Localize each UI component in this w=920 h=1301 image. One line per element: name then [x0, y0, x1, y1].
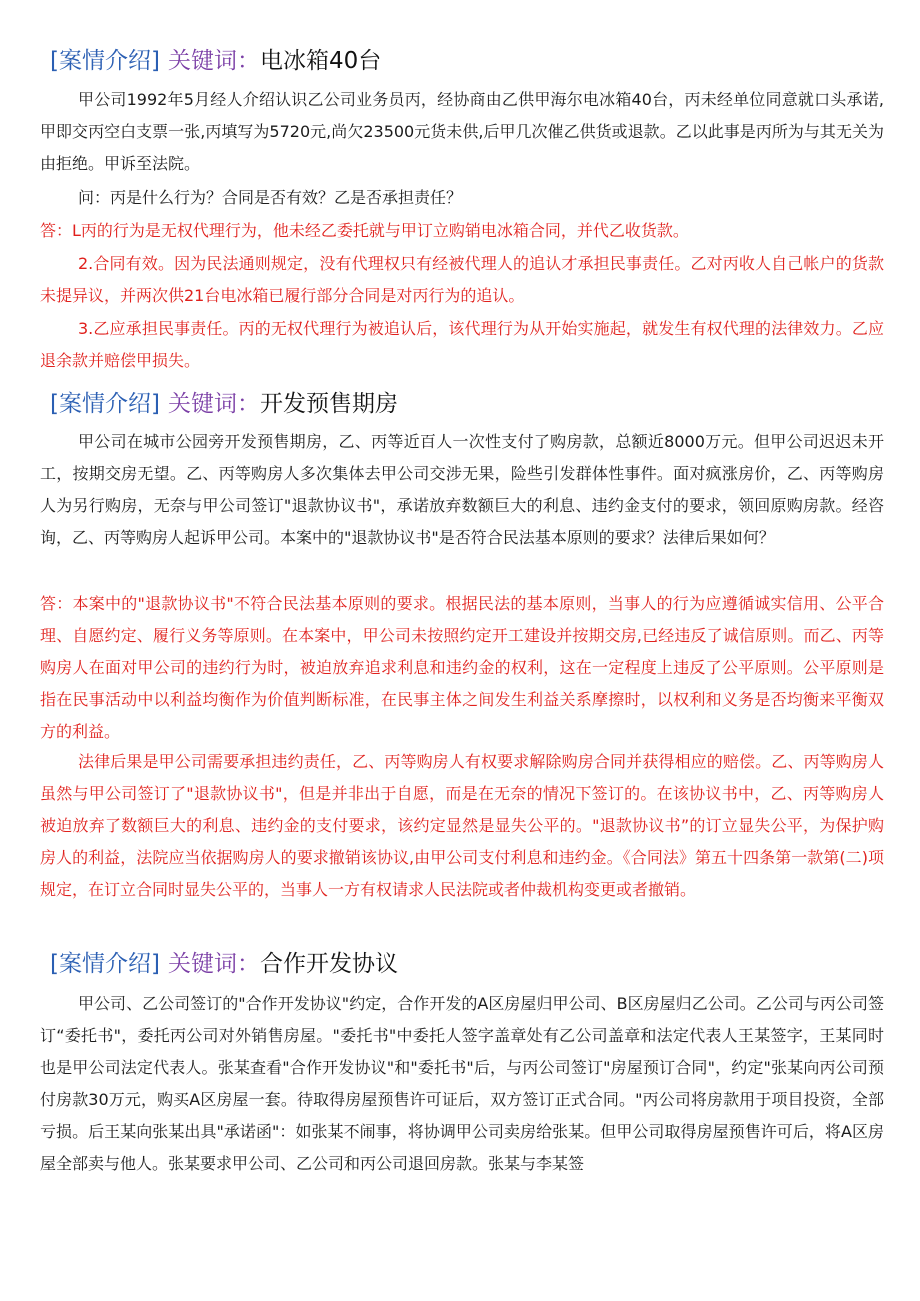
case-1-question: 问：丙是什么行为？合同是否有效？乙是否承担责任？ — [78, 188, 463, 207]
case-3-heading — [50, 946, 398, 982]
case-3-topic: 合作开发协议 — [259, 951, 398, 977]
case-2-keyword-label: 关键词： — [167, 391, 260, 417]
case-2-answer-2: 法律后果是甲公司需要承担违约责任，乙、丙等购房人有权要求解除购房合同并获得相应的赔偿。乙、丙等购房人虽然与甲公司签订了"退款协议书"，但是并非出于自愿，而是在无奈的情况下签订的。在该协议书中，乙、丙等购房人被迫放弃了数额巨大的利息、违约金的支付要求，该约定显然是显失公平的。"退款协议书”的订立显失公平，为保护购房人的利益，法院应当依据购房人的要求撤销该协议,由甲公司支付利息和违约金。《合同法》第五十四条第一款第(二)项规定，在订立合同时显失公平的，当事人一方有权请求人民法院或者仲裁机构变更或者撤销。 — [40, 752, 884, 899]
case-1-topic: 电冰箱40台 — [259, 48, 382, 74]
case-2-heading — [50, 386, 398, 422]
case-2-facts: 甲公司在城市公园旁开发预售期房，乙、丙等近百人一次性支付了购房款，总额近8000万元。但甲公司迟迟未开工，按期交房无望。乙、丙等购房人多次集体去甲公司交涉无果，险些引发群体性事件。面对疯涨房价，乙、丙等购房人为另行购房，无奈与甲公司签订"退款协议书"，承诺放弃数额巨大的利息、违约金支付的要求，领回原购房款。经咨询，乙、丙等购房人起诉甲公司。本案中的"退款协议书"是否符合民法基本原则的要求？法律后果如何？ — [40, 432, 884, 547]
case-2-topic: 开发预售期房 — [259, 391, 398, 417]
case-1-facts: 甲公司1992年5月经人介绍认识乙公司业务员丙，经协商由乙供甲海尔电冰箱40台，丙未经单位同意就口头承诺,甲即交丙空白支票一张,丙填写为5720元,尚欠23500元货未供,后甲几次催乙供货或退款。乙以此事是丙所为与其无关为由拒绝。甲诉至法院。 — [40, 90, 884, 173]
case-3-facts: 甲公司、乙公司签订的"合作开发协议"约定，合作开发的A区房屋归甲公司、B区房屋归乙公司。乙公司与丙公司签订“委托书"，委托丙公司对外销售房屋。"委托书"中委托人签字盖章处有乙公司盖章和法定代表人王某签字，王某同时也是甲公司法定代表人。张某查看"合作开发协议"和"委托书"后，与丙公司签订"房屋预订合同"，约定"张某向丙公司预付房款30万元，购买A区房屋一套。待取得房屋预售许可证后，双方签订正式合同。"丙公司将房款用于项目投资，全部亏损。后王某向张某出具"承诺函"：如张某不闹事，将协调甲公司卖房给张某。但甲公司取得房屋预售许可后，将A区房屋全部卖与他人。张某要求甲公司、乙公司和丙公司退回房款。张某与李某签 — [40, 994, 884, 1173]
case-3-bracket-label: [案情介绍] — [50, 951, 160, 977]
case-2-bracket-label: [案情介绍] — [50, 391, 160, 417]
case-1-heading — [50, 43, 381, 79]
case-1-keyword-label: 关键词： — [167, 48, 260, 74]
case-1-answer-3: 3.乙应承担民事责任。丙的无权代理行为被追认后，该代理行为从开始实施起，就发生有权代理的法律效力。乙应退余款并赔偿甲损失。 — [40, 319, 884, 370]
case-3-keyword-label: 关键词： — [167, 951, 260, 977]
case-2-answer-1: 答：本案中的"退款协议书"不符合民法基本原则的要求。根据民法的基本原则，当事人的行为应遵循诚实信用、公平合理、自愿约定、履行义务等原则。在本案中，甲公司未按照约定开工建设并按期交房,已经违反了诚信原则。而乙、丙等购房人在面对甲公司的违约行为时，被迫放弃追求利息和违约金的权利，这在一定程度上违反了公平原则。公平原则是指在民事活动中以利益均衡作为价值判断标准，在民事主体之间发生利益关系摩擦时，以权利和义务是否均衡来平衡双方的利益。 — [40, 594, 884, 741]
case-1-answer-1: 答：L丙的行为是无权代理行为，他未经乙委托就与甲订立购销电冰箱合同，并代乙收货款。 — [40, 221, 689, 240]
case-1-answer-2: 2.合同有效。因为民法通则规定，没有代理权只有经被代理人的追认才承担民事责任。乙对丙收人自己帐户的货款未提异议，并两次供21台电冰箱已履行部分合同是对丙行为的追认。 — [40, 254, 884, 305]
case-1-bracket-label: [案情介绍] — [50, 48, 160, 74]
